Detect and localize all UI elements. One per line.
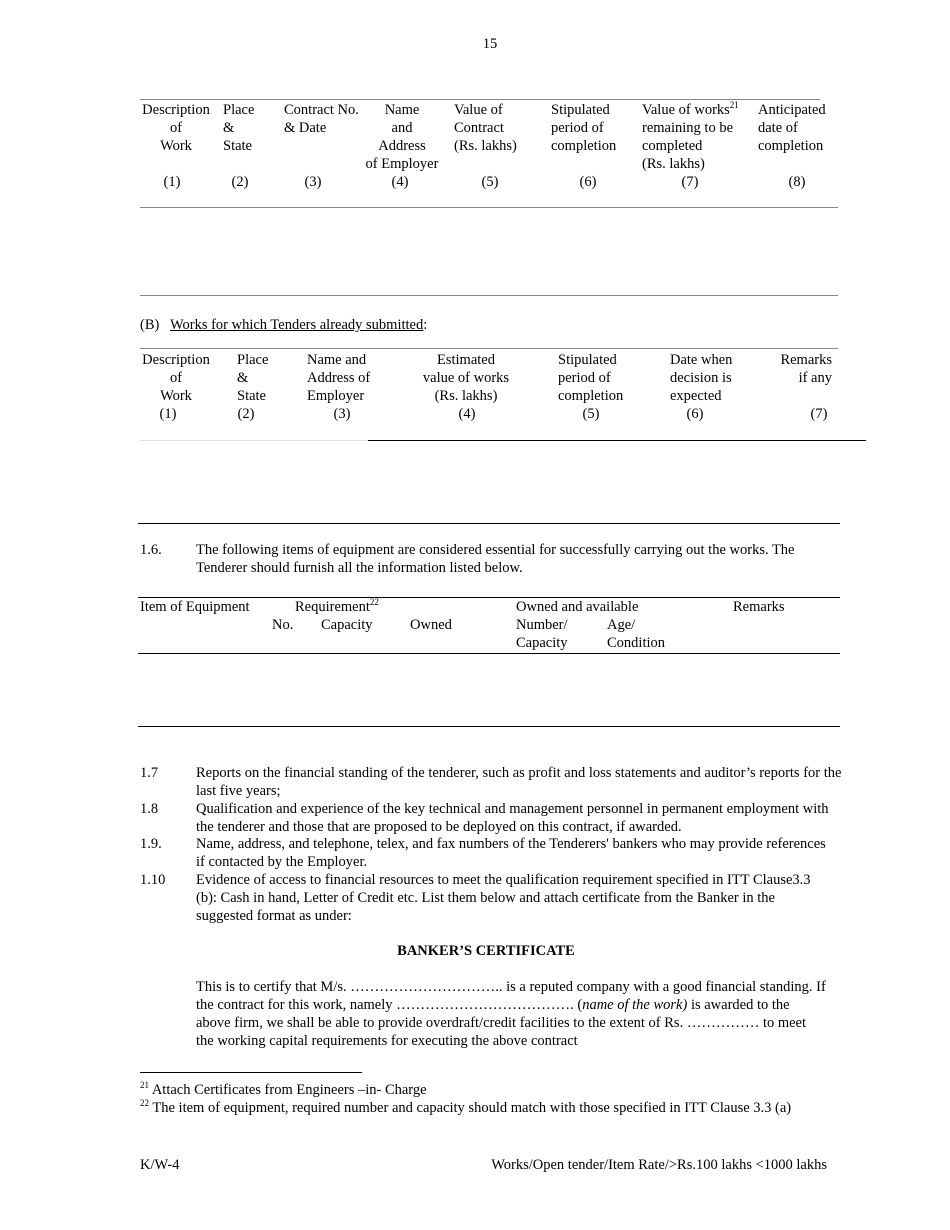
certificate-title: BANKER’S CERTIFICATE — [397, 943, 575, 959]
section-b-heading — [140, 316, 427, 334]
footnote-ref-22: 22 — [369, 597, 379, 607]
table-b-col-3-header: Name and Address of Employer — [307, 352, 371, 404]
table-a-col-8-header: Anticipated date of completion — [758, 102, 826, 154]
equipment-col-no: No. — [272, 617, 294, 633]
table-b-col-6-header: Date when decision is expected — [670, 352, 733, 404]
footnote-separator — [140, 1072, 362, 1073]
equipment-requirement-label: Requirement — [295, 599, 370, 615]
table-b-col-5-num: (5) — [582, 406, 600, 422]
table-b-header-rule-faint — [140, 440, 368, 441]
footer-right: Works/Open tender/Item Rate/>Rs.100 lakhs <1000 lakhs — [491, 1157, 827, 1173]
table-a-col-7-header — [642, 101, 757, 173]
footnote-22-text: The item of equipment, required number and capacity should match with those specified in ITT Clause 3.3 (a) — [152, 1100, 792, 1116]
footnote-21-mark: 21 — [140, 1080, 149, 1090]
footnote-22-mark: 22 — [140, 1098, 149, 1108]
item-1-7-text: Reports on the financial standing of the tenderer, such as profit and loss statements and auditor’s reports for the last five years; — [196, 765, 842, 799]
table-a-col-4-num: (4) — [391, 174, 409, 190]
section-b-colon: : — [423, 317, 428, 333]
item-1-10-number: 1.10 — [140, 872, 166, 888]
table-b-col-1-num: (1) — [159, 406, 177, 422]
item-1-9-number: 1.9. — [140, 836, 162, 852]
page-number: 15 — [482, 36, 498, 52]
table-a-col-2-num: (2) — [231, 174, 249, 190]
table-a-col-3-num: (3) — [304, 174, 322, 190]
equipment-col-remarks: Remarks — [733, 599, 785, 615]
certificate-body-part2: is awarded to the above firm, we shall be able to provide overdraft/credit facilities to the extent of Rs. …………… to meet the working capital requirements for executing the above contract — [196, 997, 807, 1049]
table-b-col-4-num: (4) — [458, 406, 476, 422]
certificate-body — [196, 978, 826, 1050]
footnote-21 — [140, 1081, 427, 1099]
table-b-col-2-header: Place & State — [237, 352, 269, 404]
table-a-col-5-header: Value of Contract (Rs. lakhs) — [454, 102, 517, 154]
equipment-col-capacity: Capacity — [321, 617, 373, 633]
equipment-col-age-condition: Age/ Condition — [607, 617, 666, 651]
item-1-6-number: 1.6. — [140, 542, 162, 558]
table-a-col-8-num: (8) — [788, 174, 806, 190]
footer-left: K/W-4 — [140, 1157, 180, 1173]
item-1-8-number: 1.8 — [140, 801, 159, 817]
equipment-col-item: Item of Equipment — [140, 599, 250, 615]
table-b-col-5-header: Stipulated period of completion — [558, 352, 624, 404]
equipment-col-owned: Owned — [410, 617, 452, 633]
table-a-col-7-title: Value of works — [642, 102, 730, 118]
table-a-col-7-num: (7) — [681, 174, 699, 190]
table-b-col-6-num: (6) — [686, 406, 704, 422]
table-a-header-rule — [140, 207, 838, 208]
table-b-col-3-num: (3) — [333, 406, 351, 422]
item-1-10-text: Evidence of access to financial resources to meet the qualification requirement specified in ITT Clause3.3 (b): Cash in hand, Letter of Credit etc. List them below and attach certificate from the Banker in the suggested format as under: — [196, 872, 811, 924]
equipment-col-owned-available: Owned and available — [516, 599, 639, 615]
table-a-col-1-num: (1) — [163, 174, 181, 190]
item-1-9-text: Name, address, and telephone, telex, and fax numbers of the Tenderers' bankers who may provide references if contacted by the Employer. — [196, 836, 826, 870]
table-b-bottom-rule — [138, 523, 840, 524]
table-b-col-2-num: (2) — [237, 406, 255, 422]
equipment-table-bottom-rule — [138, 726, 840, 727]
section-b-label: (B) — [140, 317, 160, 333]
table-b-col-7-header: Remarks if any — [780, 352, 832, 386]
certificate-body-italic: name of the work) — [582, 997, 688, 1013]
table-a-top-rule — [140, 99, 820, 100]
table-a-col-4-header: Name and Address of Employer — [365, 102, 439, 172]
item-1-7-number: 1.7 — [140, 765, 159, 781]
section-b-title: Works for which Tenders already submitted — [169, 317, 424, 333]
table-a-col-3-header: Contract No. & Date — [284, 102, 359, 136]
table-b-col-7-num: (7) — [810, 406, 828, 422]
footnote-21-text: Attach Certificates from Engineers –in- Charge — [151, 1082, 427, 1098]
equipment-col-number-capacity: Number/ Capacity — [516, 617, 568, 651]
table-a-col-6-header: Stipulated period of completion — [551, 102, 617, 154]
table-a-bottom-rule — [140, 295, 838, 296]
equipment-table-header-rule — [138, 653, 840, 654]
equipment-col-requirement — [295, 598, 379, 616]
item-1-8-text: Qualification and experience of the key technical and management personnel in permanent employment with the tenderer and those that are proposed to be deployed on this contract, if awarded. — [196, 801, 829, 835]
table-a-col-2-header: Place & State — [223, 102, 255, 154]
table-a-col-6-num: (6) — [579, 174, 597, 190]
footnote-ref-21: 21 — [729, 100, 739, 110]
table-a-col-7-subtitle: remaining to be completed (Rs. lakhs) — [642, 120, 734, 172]
footnote-22 — [140, 1099, 791, 1117]
table-b-top-rule — [140, 348, 838, 349]
certificate-body-part1: This is to certify that M/s. ………………………….. is a reputed company with a good financial standing. If the contract for this work, namely ………………………………. ( — [196, 979, 826, 1013]
table-b-header-rule — [368, 440, 866, 441]
table-b-col-4-header: Estimated value of works (Rs. lakhs) — [422, 352, 510, 404]
table-b-col-1-header: Description of Work — [142, 352, 210, 404]
item-1-6-text: The following items of equipment are considered essential for successfully carrying out the works. The Tenderer should furnish all the information listed below. — [196, 542, 795, 576]
table-a-col-1-header: Description of Work — [142, 102, 210, 154]
table-a-col-5-num: (5) — [481, 174, 499, 190]
